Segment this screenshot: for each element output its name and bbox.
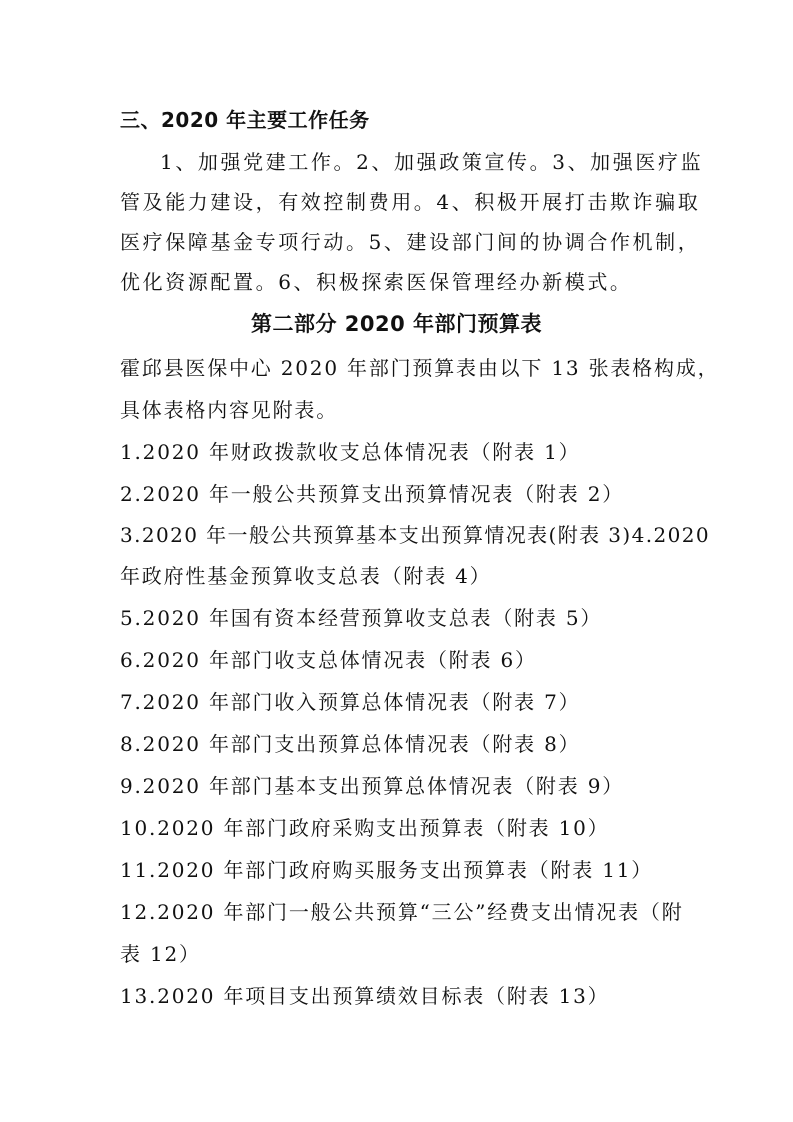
table-list-item-13: 13.2020 年项目支出预算绩效目标表（附表 13）: [120, 984, 610, 1008]
part-title: 第二部分 2020 年部门预算表: [250, 312, 543, 336]
table-list-item-5: 5.2020 年国有资本经营预算收支总表（附表 5）: [120, 606, 603, 630]
table-list-item-3: 3.2020 年一般公共预算基本支出预算情况表(附表 3)4.2020: [120, 523, 711, 547]
task-paragraph-line-3: 医疗保障基金专项行动。5、建设部门间的协调合作机制，: [120, 230, 701, 254]
section-heading: 三、2020 年主要工作任务: [120, 108, 370, 132]
task-paragraph-line-4: 优化资源配置。6、积极探索医保管理经办新模式。: [120, 270, 633, 294]
intro-line-2: 具体表格内容见附表。: [120, 398, 338, 422]
task-paragraph-line-2: 管及能力建设，有效控制费用。4、积极开展打击欺诈骗取: [120, 190, 701, 214]
intro-line-1: 霍邱县医保中心 2020 年部门预算表由以下 13 张表格构成，: [120, 356, 720, 380]
table-list-item-12-continued: 表 12）: [120, 942, 201, 966]
table-list-item-12: 12.2020 年部门一般公共预算“三公”经费支出情况表（附: [120, 900, 684, 924]
table-list-item-1: 1.2020 年财政拨款收支总体情况表（附表 1）: [120, 440, 581, 464]
table-list-item-9: 9.2020 年部门基本支出预算总体情况表（附表 9）: [120, 774, 625, 798]
table-list-item-2: 2.2020 年一般公共预算支出预算情况表（附表 2）: [120, 482, 625, 506]
table-list-item-6: 6.2020 年部门收支总体情况表（附表 6）: [120, 648, 537, 672]
table-list-item-7: 7.2020 年部门收入预算总体情况表（附表 7）: [120, 690, 581, 714]
table-list-item-4: 年政府性基金预算收支总表（附表 4）: [120, 564, 492, 588]
task-paragraph-line-1: 1、加强党建工作。2、加强政策宣传。3、加强医疗监: [160, 150, 704, 174]
table-list-item-8: 8.2020 年部门支出预算总体情况表（附表 8）: [120, 732, 581, 756]
table-list-item-11: 11.2020 年部门政府购买服务支出预算表（附表 11）: [120, 858, 654, 882]
table-list-item-10: 10.2020 年部门政府采购支出预算表（附表 10）: [120, 816, 610, 840]
